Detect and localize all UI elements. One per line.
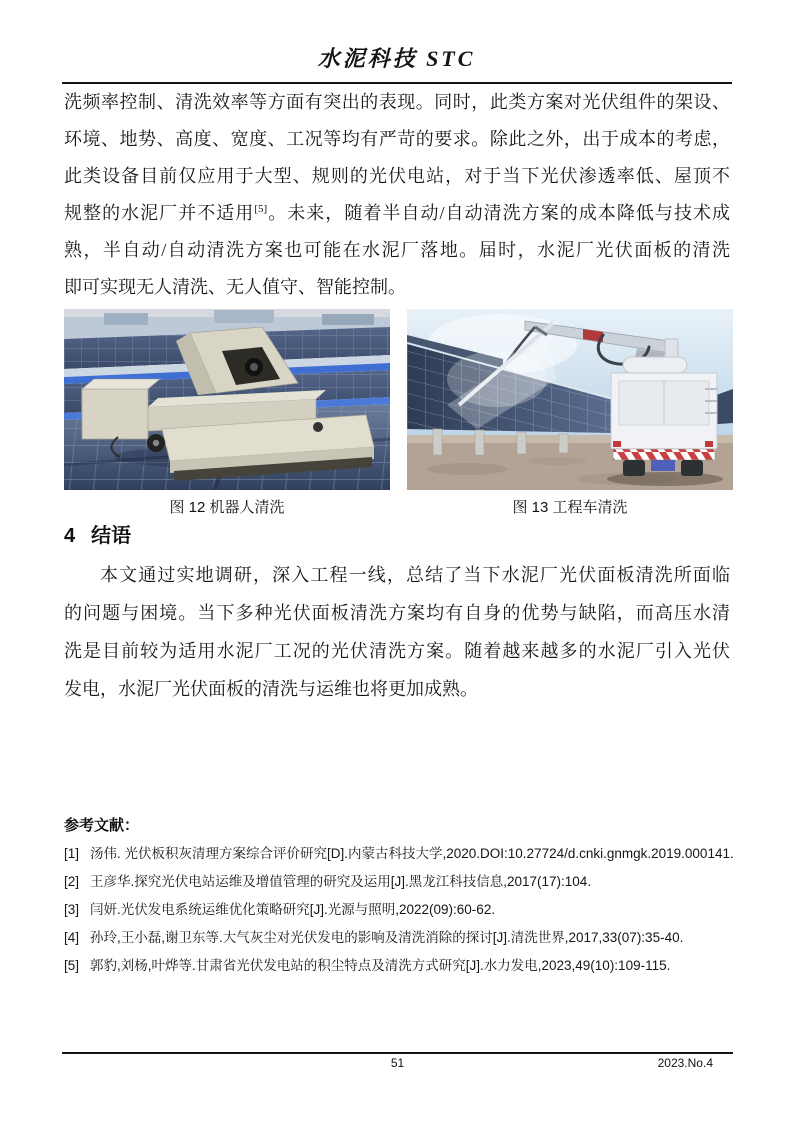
truck-cleaning-photo [407, 309, 733, 490]
reference-item [64, 952, 733, 980]
reference-text: 王彦华.探究光伏电站运维及增值管理的研究及运用[J].黑龙江科技信息,2017(17):104. [90, 874, 592, 889]
reference-item [64, 924, 733, 952]
text-line: 熟，半自动/自动清洗方案也可能在水泥厂落地。届时，水泥厂光伏面板的清洗 [64, 240, 730, 260]
body-paragraph-2 [64, 556, 730, 708]
text-line: 的问题与困境。当下多种光伏面板清洗方案均有自身的优势与缺陷，而高压水清 [64, 603, 730, 623]
citation-superscript: [5] [254, 203, 268, 215]
journal-title: 水泥科技 STC [317, 46, 476, 71]
page-footer [62, 1056, 733, 1074]
page-number: 51 [390, 1056, 405, 1070]
reference-number: [3] [64, 902, 80, 917]
reference-number: [5] [64, 958, 80, 973]
robot-cleaning-photo [64, 309, 390, 490]
text-segment: 。未来，随着半自动/自动清洗方案的成本降低与技术成 [267, 203, 731, 223]
reference-item [64, 896, 733, 924]
section-title: 结语 [91, 525, 132, 547]
text-line: 即可实现无人清洗、无人值守、智能控制。 [64, 277, 406, 297]
reference-text: 郭豹,刘杨,叶烨等.甘肃省光伏发电站的积尘特点及清洗方式研究[J].水力发电,2023,49(10):109-115. [90, 958, 671, 973]
text-line: 发电，水泥厂光伏面板的清洗与运维也将更加成熟。 [64, 679, 478, 699]
reference-text: 汤伟. 光伏板积灰清理方案综合评价研究[D].内蒙古科技大学,2020.DOI:10.27724/d.cnki.gnmgk.2019.000141. [90, 846, 734, 861]
figures-row [64, 309, 733, 517]
reference-number: [4] [64, 930, 80, 945]
references-section [64, 814, 733, 980]
reference-text: 孙玲,王小磊,谢卫东等.大气灰尘对光伏发电的影响及清洗消除的探讨[J].清洗世界,2017,33(07):35-40. [90, 930, 684, 945]
footer-rule [62, 1052, 733, 1054]
issue-label: 2023.No.4 [657, 1056, 713, 1070]
section-number: 4 [64, 525, 76, 547]
text-line: 洗频率控制、清洗效率等方面有突出的表现。同时，此类方案对光伏组件的架设、 [64, 92, 730, 112]
figure-robot-cleaning [64, 309, 390, 517]
text-line: 此类设备目前仅应用于大型、规则的光伏电站，对于当下光伏渗透率低、屋顶不 [64, 166, 730, 186]
figure-caption: 图 12 机器人清洗 [169, 499, 285, 516]
reference-item [64, 840, 733, 868]
reference-number: [1] [64, 846, 80, 861]
reference-text: 闫妍.光伏发电系统运维优化策略研究[J].光源与照明,2022(09):60-62. [90, 902, 496, 917]
figure-truck-cleaning [407, 309, 733, 517]
text-line: 本文通过实地调研，深入工程一线，总结了当下水泥厂光伏面板清洗所面临 [100, 565, 730, 585]
section-heading [64, 519, 131, 548]
text-line: 环境、地势、高度、宽度、工况等均有严苛的要求。除此之外，出于成本的考虑， [64, 129, 730, 149]
text-line [64, 195, 730, 232]
reference-item [64, 868, 733, 896]
reference-number: [2] [64, 874, 80, 889]
figure-caption: 图 13 工程车清洗 [512, 499, 628, 516]
text-line: 洗是目前较为适用水泥厂工况的光伏清洗方案。随着越来越多的水泥厂引入光伏 [64, 641, 730, 661]
text-segment: 规整的水泥厂并不适用 [64, 203, 255, 223]
references-heading: 参考文献： [64, 817, 140, 834]
body-paragraph-1 [64, 84, 730, 306]
